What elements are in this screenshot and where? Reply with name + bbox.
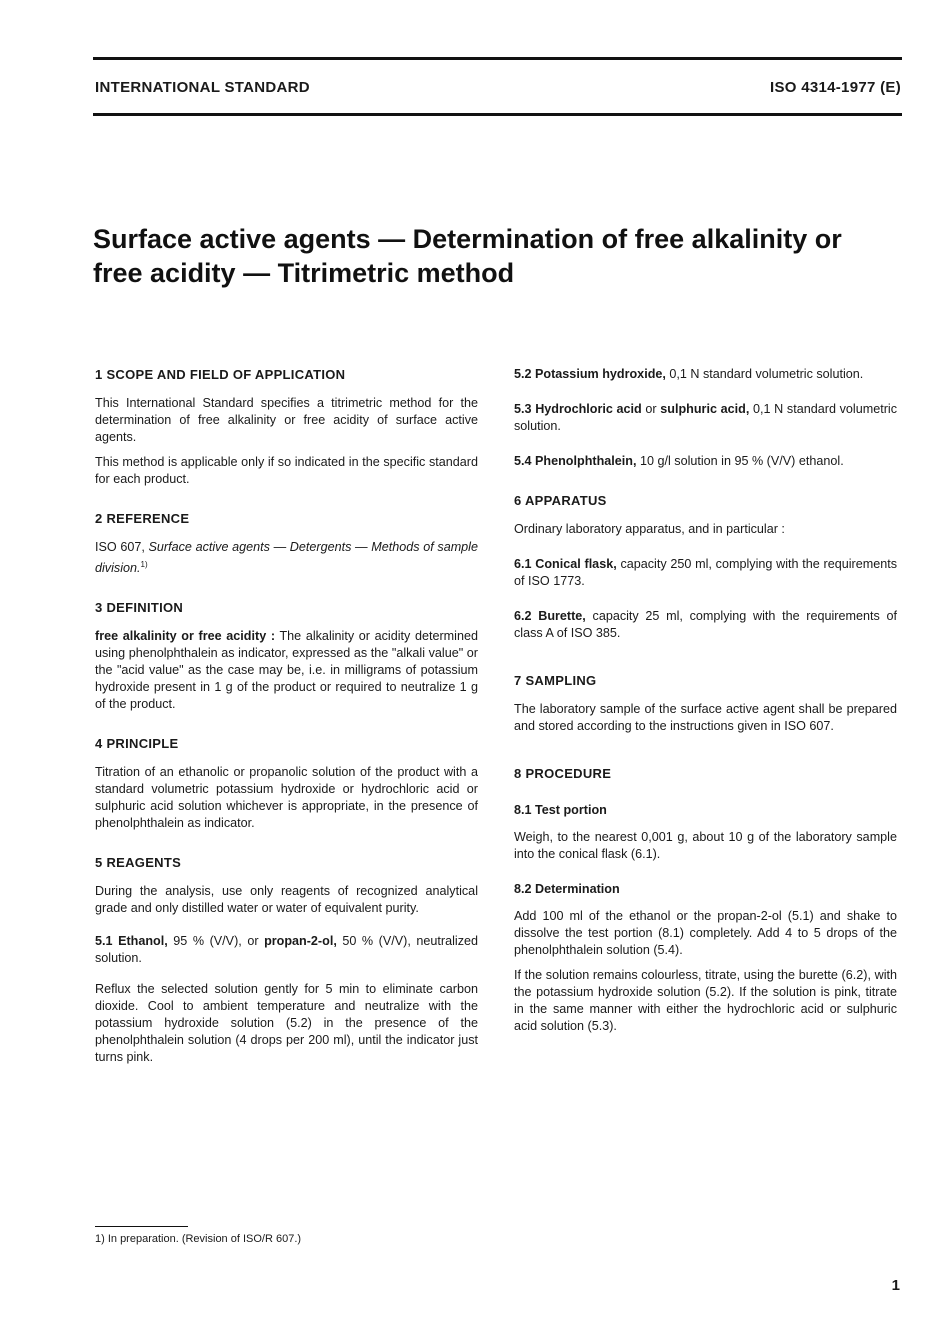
paragraph: The laboratory sample of the surface active agent shall be prepared and stored according to the instructions given in ISO 607. [514,702,897,733]
subsection-heading: 8.1 Test portion [514,803,607,817]
paragraph: Ordinary laboratory apparatus, and in particular : [514,522,785,536]
section-apparatus [514,492,897,642]
section-principle [95,735,478,832]
section-heading: 2 REFERENCE [95,511,190,526]
section-reference [95,510,478,577]
reference-code: ISO 607, [95,540,145,554]
header-bottom-rule [93,113,902,116]
paragraph: During the analysis, use only reagents of recognized analytical grade and only distilled water or water of equivalent purity. [95,884,478,916]
reagent-5-4: 5.4 Phenolphthalein, 10 g/l solution in 95 % (V/V) ethanol. [514,454,844,468]
document-number: ISO 4314-1977 (E) [769,79,901,96]
paragraph: Reflux the selected solution gently for 5 min to eliminate carbon dioxide. Cool to ambient temperature and neutralize with the potassium hydroxide solution (5.2) in the presence of the phenolphthalein solution (4 drops per 200 ml), until the indicator just turns pink. [95,982,478,1065]
reagent-5-1: 5.1 Ethanol, 95 % (V/V), or propan-2-ol, 50 % (V/V), neutralized solution. [95,934,479,966]
section-heading: 8 PROCEDURE [514,766,612,781]
reference-entry [95,539,478,577]
subsection-heading: 8.2 Determination [514,882,620,896]
paragraph: Titration of an ethanolic or propanolic solution of the product with a standard volumetric potassium hydroxide or hydrochloric acid or sulphuric acid solution whichever is appropriate, in the presence of phenolphthalein as indicator. [95,765,478,831]
section-scope [95,366,478,488]
document-type: INTERNATIONAL STANDARD [95,79,310,96]
paragraph [95,628,478,713]
section-heading: 5 REAGENTS [95,855,182,871]
paragraph: Weigh, to the nearest 0,001 g, about 10 g of the laboratory sample into the conical flask (6.1). [514,830,897,861]
section-reagents [95,854,478,1066]
section-heading: 3 DEFINITION [95,600,184,616]
footnote: 1) In preparation. (Revision of ISO/R 607.) [95,1233,302,1245]
paragraph: This method is applicable only if so indicated in the specific standard for each product. [95,455,478,486]
definition-text: The alkalinity or acidity determined using phenolphthalein as indicator, expressed as the "alkali value" or the "acid value" as the case may be, i.e. in milligrams of potassium hydroxide present in 1 g of the product or required to neutralize 1 g of the product. [95,629,478,712]
section-heading: 6 APPARATUS [514,493,607,508]
left-column [95,366,478,1088]
reference-title: Surface active agents — Detergents — Methods of sample division. [95,540,478,576]
page-number: 1 [891,1277,900,1294]
section-heading: 1 SCOPE AND FIELD OF APPLICATION [95,367,346,382]
section-sampling [514,672,897,735]
header-top-rule [93,57,902,60]
footnote-marker: 1) [140,560,148,569]
section-heading: 4 PRINCIPLE [95,736,179,752]
paragraph: This International Standard specifies a titrimetric method for the determination of free alkalinity or free acidity of surface active agents. [95,396,478,444]
page-title [93,222,893,290]
apparatus-6-2: 6.2 Burette, capacity 25 ml, complying with the requirements of class A of ISO 385. [514,609,897,640]
right-column [514,366,897,1057]
footnote-rule [95,1226,188,1227]
section-procedure [514,765,897,1035]
apparatus-6-1: 6.1 Conical flask, capacity 250 ml, complying with the requirements of ISO 1773. [514,557,898,588]
paragraph: If the solution remains colourless, titrate, using the burette (6.2), with the potassium hydroxide solution (5.2). If the solution is pink, titrate in the same manner with either the hydrochloric acid or sulphuric acid solution (5.3). [514,968,897,1033]
section-definition [95,599,478,713]
reagent-5-2: 5.2 Potassium hydroxide, 0,1 N standard volumetric solution. [514,367,864,381]
section-heading: 7 SAMPLING [514,673,597,688]
paragraph: Add 100 ml of the ethanol or the propan-2-ol (5.1) and shake to dissolve the test portion (8.1) completely. Add 4 to 5 drops of the phenolphthalein solution (5.4). [514,909,897,957]
reagent-5-3: 5.3 Hydrochloric acid or sulphuric acid, 0,1 N standard volumetric solution. [514,402,897,433]
title-line-1: Surface active agents — Determination of free alkalinity or [93,224,842,254]
title-line-2: free acidity — Titrimetric method [93,258,515,288]
defined-term: free alkalinity or free acidity : [95,629,276,644]
